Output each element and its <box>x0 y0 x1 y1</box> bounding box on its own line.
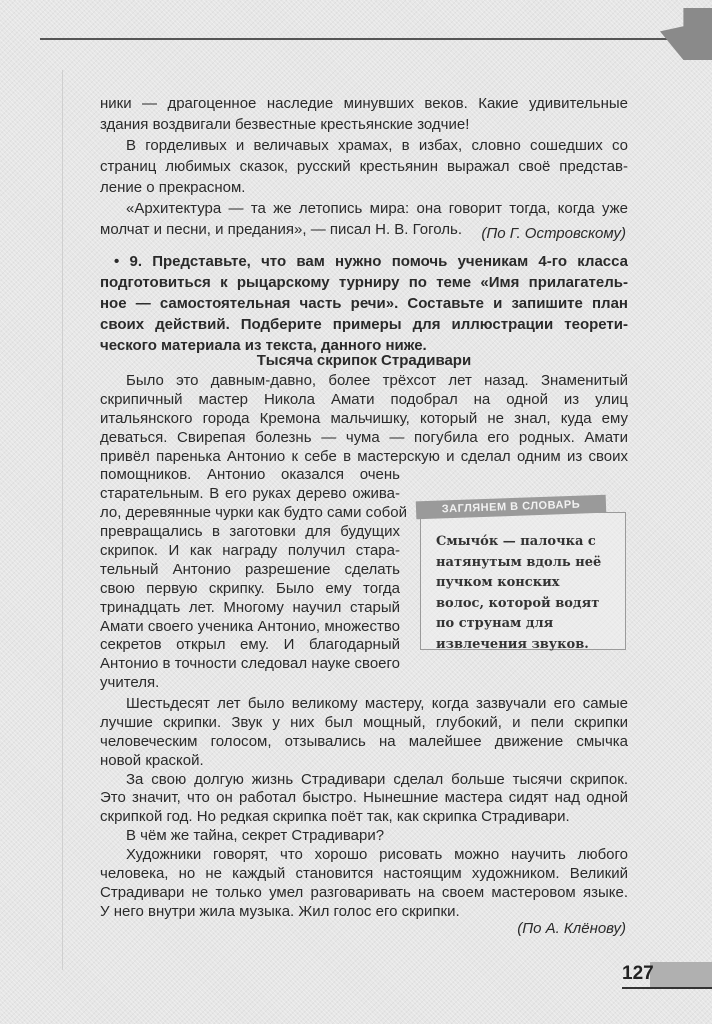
text-line: Было это давным-давно, более трёхсот лет назад. Знаменитый <box>126 372 628 389</box>
text-line: итальянского города Кремона мальчишку, который не знал, куда ему <box>100 409 628 427</box>
text-line: Это значит, что он работал быстро. Нынешние мастера сидят над одной <box>100 789 628 807</box>
text-line: привёл паренька Антонио к себе в мастерскую и сделал одним из своих <box>100 447 628 465</box>
text-line: помощников. Антонио оказался очень <box>100 466 400 484</box>
text-line: Шестьдесят лет было великому мастеру, когда зазвучали его самые <box>126 695 628 712</box>
source-attribution: (По А. Клёнову) <box>517 920 626 937</box>
text-line: человеческим голосом, отзывались на малейшее движение смычка <box>100 732 628 750</box>
text-line: свою первую скрипку. Было ему тогда <box>100 579 400 597</box>
task-line: своих действий. Подберите примеры для иллюстрации теорети- <box>100 316 628 333</box>
text-line: тельный Антонио разрешение сделать <box>100 560 400 578</box>
story-text-continued <box>100 695 628 922</box>
text-line: скрипок. И как награду получил стара- <box>100 542 400 560</box>
text-line: старательным. В его руках дерево ожива- <box>100 485 400 503</box>
text-line: Антонио в точности следовал науке своего <box>100 655 400 673</box>
corner-arrow-decoration <box>660 8 712 60</box>
definition-line: извлечения звуков. <box>436 636 589 652</box>
task-line: ческого материала из текста, данного ниже. <box>100 337 427 354</box>
definition-line: пучком конских <box>436 575 560 590</box>
exercise-9 <box>100 251 628 356</box>
text-line: секретов открыл ему. И благодарный <box>100 636 400 654</box>
task-line: ное — самостоятельная часть речи». Составьте и запишите план <box>100 295 628 312</box>
definition-line: по струнам для <box>436 616 554 631</box>
task-line: • 9. Представьте, что вам нужно помочь ученикам 4-го класса <box>114 253 628 270</box>
text-line: новой краской. <box>100 751 204 769</box>
text-line: учителя. <box>100 674 160 692</box>
text-line: За свою долгую жизнь Страдивари сделал больше тысячи скрипок. <box>126 770 628 788</box>
text-line: скрипичный мастер Никола Амати подобрал на одной из улиц <box>100 390 628 408</box>
text-line: ники — драгоценное наследие минувших веков. Какие удивительные <box>100 95 628 112</box>
text-line: лучшие скрипки. Звук у них был мощный, глубокий, и пели скрипки <box>100 713 628 731</box>
dictionary-header: ЗАГЛЯНЕМ В СЛОВАРЬ <box>416 495 607 520</box>
definition-line: Смычо́к — палочка с <box>436 534 596 549</box>
dictionary-definition <box>436 532 621 655</box>
text-line: В горделивых и величавых храмах, в избах, словно сошедших со <box>126 137 628 154</box>
source-attribution: (По Г. Островскому) <box>481 225 626 242</box>
text-line: превращались в заготовки для будущих <box>100 523 400 541</box>
text-line: Страдивари не только умел разговаривать на своем мастеровом языке. <box>100 883 628 901</box>
text-line: «Архитектура — та же летопись мира: она говорит тогда, когда уже <box>126 200 628 217</box>
intro-text <box>100 93 628 240</box>
text-line: У него внутри жила музыка. Жил голос его скрипки. <box>100 902 460 920</box>
text-line: тринадцать лет. Многому научил старый <box>100 598 400 616</box>
text-line: Художники говорят, что хорошо рисовать можно научить любого <box>126 846 628 864</box>
page-number: 127 <box>622 963 654 984</box>
text-line: ление о прекрасном. <box>100 179 246 196</box>
text-line: молчат и песни, и предания», — писал Н. В. Гоголь. <box>100 221 462 238</box>
text-line: В чём же тайна, секрет Страдивари? <box>126 827 385 845</box>
text-line: здания воздвигали безвестные крестьянские зодчие! <box>100 116 470 133</box>
task-line: подготовиться к рыцарскому турниру по теме «Имя прилагатель- <box>100 274 628 291</box>
definition-line: натянутым вдоль неё <box>436 554 602 570</box>
header-rule <box>40 38 680 40</box>
page-number-rule <box>622 987 712 989</box>
text-line: человека, но не каждый становится настоящим художником. Великий <box>100 865 628 883</box>
text-line: ло, деревянные чурки как будто сами собой <box>100 504 407 522</box>
text-line: скрипкой год. Но редкая скрипка поёт так, как скрипка Страдивари. <box>100 808 570 826</box>
page-number-bar <box>650 962 712 988</box>
page-edge <box>62 70 63 970</box>
story-title: Тысяча скрипок Страдивари <box>256 352 472 369</box>
text-line: деваться. Свирепая болезнь — чума — погубила его родных. Амати <box>100 428 628 446</box>
text-line: Амати своего ученика Антонио, множество <box>100 617 400 635</box>
definition-line: волос, которой водят <box>436 595 600 611</box>
text-line: страниц любимых сказок, русский крестьянин выражал своё представ- <box>100 158 628 175</box>
